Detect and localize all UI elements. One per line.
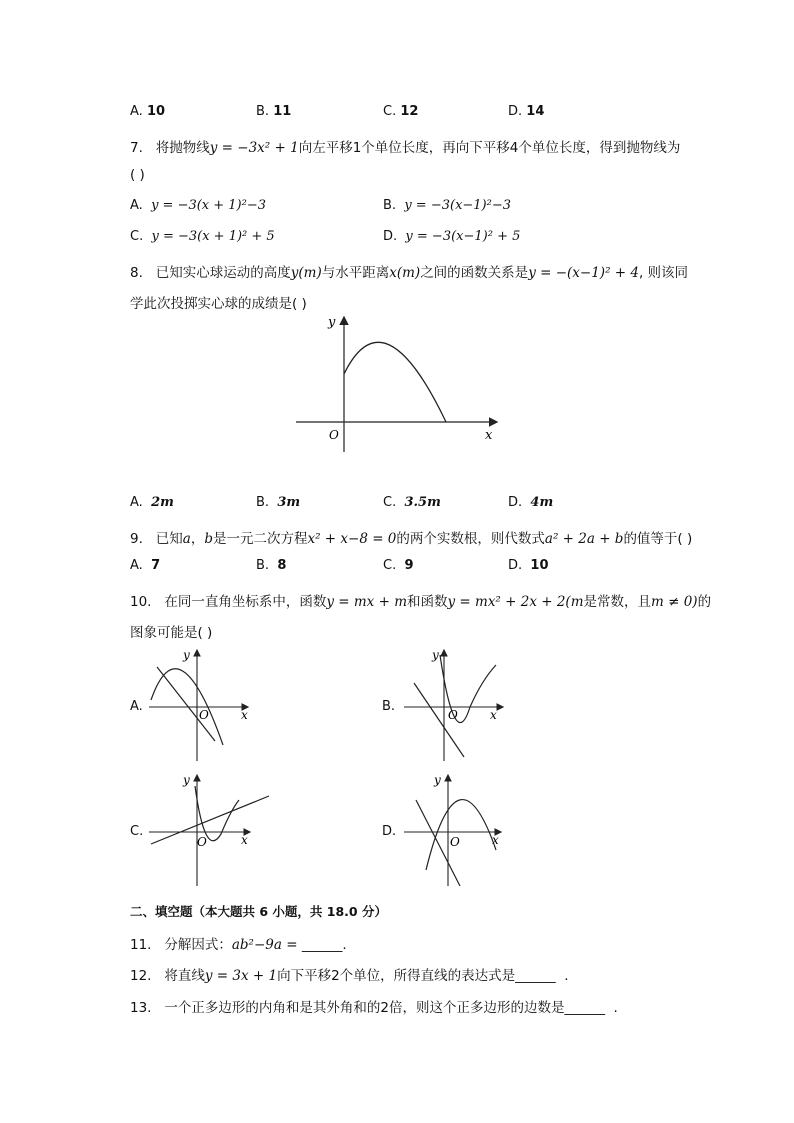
- answer-blank[interactable]: ______: [564, 1000, 605, 1016]
- graph-a: [145, 645, 255, 763]
- answer-paren: ( ): [130, 167, 145, 183]
- question-13: 13. 一个正多边形的内角和是其外角和的2倍，则这个正多边形的边数是______ .: [130, 1000, 618, 1016]
- question-7-stem: 7. 将抛物线y = −3x² + 1向左平移1个单位长度，再向下平移4个单位长度，得到抛物线为: [130, 140, 681, 156]
- option-d: D. 10: [508, 558, 549, 573]
- option-a: A. 2m: [130, 495, 174, 510]
- graph-a-x-label: x: [241, 708, 248, 722]
- option-b: B. 11: [256, 104, 292, 119]
- option-b: B. 3m: [256, 495, 301, 510]
- graph-a-y-label: y: [183, 648, 190, 662]
- parabola-graph: [290, 312, 505, 457]
- graph-b-letter: B.: [382, 699, 396, 714]
- graph-c-x-label: x: [241, 833, 248, 847]
- graph-d-letter: D.: [382, 824, 397, 839]
- question-10-stem: 10. 在同一直角坐标系中，函数y = mx + m和函数y = mx² + 2x + 2(m是常数，且m ≠ 0)的: [130, 594, 712, 610]
- question-12: 12. 将直线y = 3x + 1向下平移2个单位，所得直线的表达式是______ .: [130, 968, 569, 984]
- graph-d-origin: O: [450, 835, 460, 849]
- option-c: C. 12: [383, 104, 419, 119]
- answer-blank[interactable]: ______: [515, 968, 556, 984]
- graph-c-line: [151, 796, 269, 844]
- y-axis-label: y: [328, 315, 336, 330]
- option-c: C. 3.5m: [383, 495, 441, 510]
- graph-b: [400, 645, 510, 763]
- parabola-curve: [344, 342, 446, 422]
- graph-c-y-label: y: [183, 773, 190, 787]
- question-8-stem: 8. 已知实心球运动的高度y(m)与水平距离x(m)之间的函数关系是y = −(x−1)² + 4, 则该同: [130, 265, 689, 281]
- origin-label: O: [329, 428, 339, 442]
- graph-b-y-label: y: [432, 648, 439, 662]
- option-a: A. 7: [130, 558, 161, 573]
- option-a: A. 10: [130, 104, 166, 119]
- option-b: B. 8: [256, 558, 287, 573]
- option-b: B. y = −3(x−1)²−3: [383, 198, 512, 213]
- option-d: D. 14: [508, 104, 545, 119]
- section-2-heading: 二、填空题（本大题共 6 小题，共 18.0 分）: [130, 904, 387, 919]
- option-d: D. y = −3(x−1)² + 5: [383, 229, 521, 244]
- option-c: C. 9: [383, 558, 414, 573]
- x-axis-label: x: [485, 428, 493, 443]
- graph-d-y-label: y: [434, 773, 441, 787]
- graph-c-origin: O: [197, 835, 207, 849]
- question-9-stem: 9. 已知a，b是一元二次方程x² + x−8 = 0的两个实数根，则代数式a² + 2a + b的值等于( ): [130, 531, 693, 547]
- option-c: C. y = −3(x + 1)² + 5: [130, 229, 275, 244]
- graph-d-x-label: x: [492, 833, 499, 847]
- option-d: D. 4m: [508, 495, 554, 510]
- graph-d-parabola: [426, 800, 496, 870]
- question-11: 11. 分解因式：ab²−9a = ______.: [130, 937, 347, 953]
- graph-a-origin: O: [199, 708, 209, 722]
- graph-a-letter: A.: [130, 699, 143, 714]
- graph-b-origin: O: [448, 708, 458, 722]
- question-8-stem-cont: 学此次投掷实心球的成绩是( ): [130, 296, 307, 312]
- question-10-stem-cont: 图象可能是( ): [130, 625, 213, 641]
- graph-b-x-label: x: [490, 708, 497, 722]
- graph-c-letter: C.: [130, 824, 144, 839]
- graph-d: [400, 770, 510, 888]
- option-a: A. y = −3(x + 1)²−3: [130, 198, 267, 213]
- graph-c: [145, 770, 273, 888]
- answer-blank[interactable]: ______: [301, 937, 343, 953]
